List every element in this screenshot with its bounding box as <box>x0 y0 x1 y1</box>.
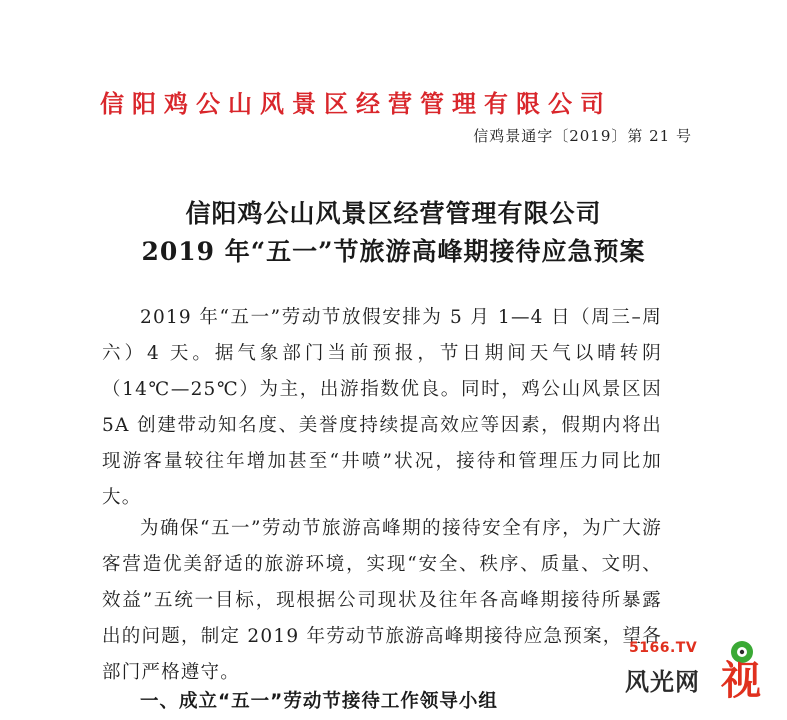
body-paragraph-1: 2019 年“五一”劳动节放假安排为 5 月 1—4 日（周三–周六）4 天。据气象部门当前预报，节日期间天气以晴转阴（14℃—25℃）为主，出游指数优良。同时，鸡公山风景区因 5A 创建带动知名度、美誉度持续提高效应等因素，假期内将出现游客量较往年增加甚至“井喷”状况，接待和管理压力同比加大。 <box>102 307 662 508</box>
document-title-line-1: 信阳鸡公山风景区经营管理有限公司 <box>185 199 602 228</box>
watermark-url: 5166.TV <box>629 640 698 656</box>
watermark-logo-icon <box>701 636 763 702</box>
section-heading-1: 一、成立“五一”劳动节接待工作领导小组 <box>140 691 498 712</box>
document-number: 信鸡景通字〔2019〕第 21 号 <box>473 127 692 145</box>
organization-letterhead: 信阳鸡公山风景区经营管理有限公司 <box>100 90 612 118</box>
watermark-logo-glyph: 视 <box>721 658 761 702</box>
body-paragraph-2: 为确保“五一”劳动节旅游高峰期的接待安全有序，为广大游客营造优美舒适的旅游环境，实现“安全、秩序、质量、文明、效益”五统一目标，现根据公司现状及往年各高峰期接待所暴露出的问题，制定 2019 年劳动节旅游高峰期接待应急预案，望各部门严格遵守。 <box>102 518 662 683</box>
watermark-site-name: 风光网 <box>625 668 700 696</box>
document-title-line-2: 2019 年“五一”节旅游高峰期接待应急预案 <box>141 237 646 266</box>
site-watermark <box>615 636 765 702</box>
